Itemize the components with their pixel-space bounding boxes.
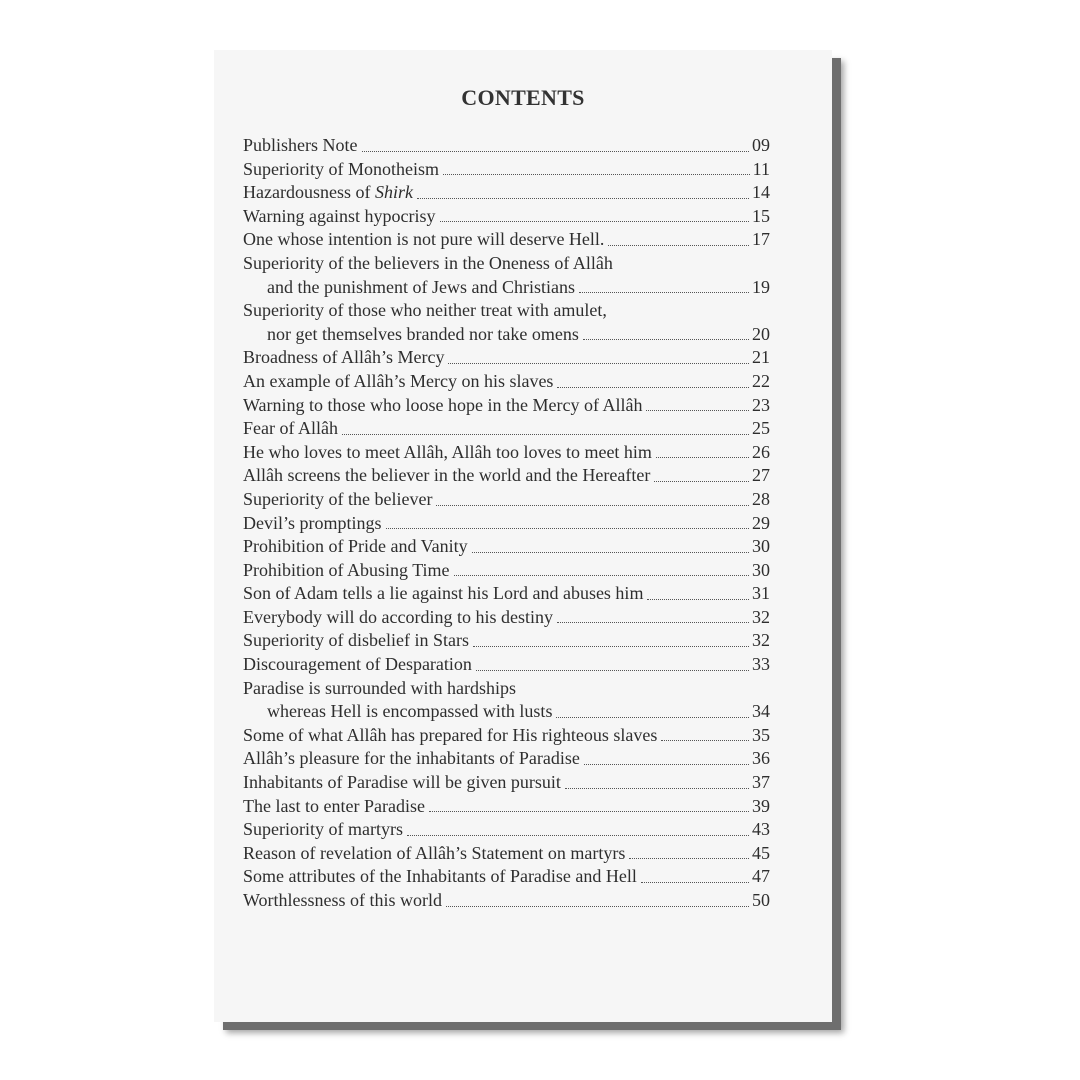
toc-entry-label: Superiority of disbelief in Stars [243,630,469,651]
toc-entry-label: Warning against hypocrisy [243,205,436,226]
dot-leader [629,858,749,859]
toc-entry-label: Some attributes of the Inhabitants of Paradise and Hell [243,866,637,887]
dot-leader [647,599,749,600]
toc-entry-label: He who loves to meet Allâh, Allâh too loves to meet him [243,441,652,462]
toc-entry-label-italic: Shirk [374,182,413,203]
toc-entry [243,582,770,606]
dot-leader [362,151,750,152]
toc-entry [243,134,770,158]
dot-leader [557,387,749,388]
dot-leader [417,198,749,199]
toc-entry [243,181,770,205]
toc-entry [243,394,770,418]
toc-entry [243,299,770,323]
toc-entry-label-cont: nor get themselves branded nor take omens [267,323,579,344]
dot-leader [454,575,749,576]
toc-entry-page: 36 [752,748,770,769]
toc-entry [243,724,770,748]
table-of-contents [243,134,770,913]
book-page [214,50,832,1022]
dot-leader [440,221,749,222]
toc-entry-continuation [243,323,770,347]
toc-entry-label: Everybody will do according to his destiny [243,606,553,627]
toc-entry-label: Prohibition of Pride and Vanity [243,536,468,557]
toc-entry-label: Superiority of martyrs [243,819,403,840]
dot-leader [429,811,749,812]
toc-entry [243,677,770,701]
dot-leader [476,670,749,671]
dot-leader [448,363,749,364]
toc-entry-page: 43 [752,819,770,840]
toc-entry [243,842,770,866]
toc-entry-label: Superiority of those who neither treat with amulet, [243,300,607,321]
dot-leader [446,906,749,907]
toc-entry-label: Allâh screens the believer in the world and the Hereafter [243,465,651,486]
page-title: CONTENTS [461,85,585,110]
dot-leader [584,764,749,765]
dot-leader [641,882,749,883]
dot-leader [565,788,749,789]
toc-entry-page: 35 [752,724,770,745]
dot-leader [472,552,749,553]
dot-leader [654,481,749,482]
toc-entry-page: 11 [752,158,770,179]
dot-leader [386,528,750,529]
toc-entry [243,346,770,370]
toc-entry-page: 19 [752,276,770,297]
toc-entry-page: 09 [752,135,770,155]
toc-entry-page: 28 [752,488,770,509]
toc-entry-page: 30 [752,536,770,557]
toc-entry-label: Warning to those who loose hope in the Mercy of Allâh [243,394,643,415]
toc-entry-label: One whose intention is not pure will deserve Hell. [243,229,605,250]
toc-entry-page: 26 [752,441,770,462]
dot-leader [443,174,750,175]
toc-entry-label: Paradise is surrounded with hardships [243,677,516,698]
toc-entry [243,417,770,441]
toc-entry [243,252,770,276]
dot-leader [407,835,749,836]
toc-entry-continuation [243,700,770,724]
toc-entry [243,795,770,819]
dot-leader [661,740,749,741]
toc-entry-label: Son of Adam tells a lie against his Lord and abuses him [243,583,644,604]
toc-entry [243,464,770,488]
dot-leader [557,622,749,623]
toc-entry-label-cont: whereas Hell is encompassed with lusts [267,701,553,722]
toc-entry-label: Superiority of the believer [243,488,433,509]
toc-entry-page: 47 [752,866,770,887]
toc-entry-label: The last to enter Paradise [243,795,425,816]
toc-entry-label: Publishers Note [243,135,358,155]
toc-entry [243,771,770,795]
toc-entry-page: 23 [752,394,770,415]
toc-entry-page: 45 [752,842,770,863]
toc-entry-label: Superiority of Monotheism [243,158,439,179]
toc-entry-page: 39 [752,795,770,816]
toc-entry-label: Inhabitants of Paradise will be given pursuit [243,772,561,793]
toc-entry-label-prefix: Hazardousness of [243,182,375,203]
dot-leader [608,245,749,246]
toc-entry-label: Fear of Allâh [243,418,338,439]
toc-entry-label: Some of what Allâh has prepared for His righteous slaves [243,724,658,745]
dot-leader [583,339,749,340]
toc-entry [243,889,770,913]
toc-entry-page: 32 [752,630,770,651]
toc-entry-page: 30 [752,559,770,580]
toc-entry-continuation [243,276,770,300]
toc-entry [243,488,770,512]
toc-entry [243,535,770,559]
toc-entry [243,818,770,842]
toc-entry-page: 33 [752,654,770,675]
toc-entry-label: Prohibition of Abusing Time [243,559,450,580]
toc-entry-page: 14 [752,182,770,203]
dot-leader [342,434,749,435]
toc-entry [243,158,770,182]
toc-entry-label-cont: and the punishment of Jews and Christians [267,276,575,297]
toc-entry-label: An example of Allâh’s Mercy on his slaves [243,370,554,391]
toc-entry [243,865,770,889]
dot-leader [656,457,749,458]
toc-entry [243,606,770,630]
dot-leader [646,410,749,411]
toc-entry-page: 15 [752,205,770,226]
toc-entry-label: Devil’s promptings [243,512,382,533]
toc-entry-page: 50 [752,890,770,910]
dot-leader [436,505,749,506]
toc-entry-label: Broadness of Allâh’s Mercy [243,347,445,368]
toc-entry-page: 25 [752,418,770,439]
toc-entry-label: Allâh’s pleasure for the inhabitants of Paradise [243,748,580,769]
toc-entry [243,512,770,536]
toc-entry [243,228,770,252]
toc-entry-page: 17 [752,229,770,250]
toc-entry [243,653,770,677]
toc-entry-page: 20 [752,323,770,344]
toc-entry-page: 31 [752,583,770,604]
toc-entry-label: Superiority of the believers in the Oneness of Allâh [243,252,613,273]
toc-entry [243,370,770,394]
dot-leader [556,717,749,718]
toc-entry [243,747,770,771]
toc-entry-label: Worthlessness of this world [243,890,443,910]
toc-entry [243,205,770,229]
toc-entry-label: Reason of revelation of Allâh’s Statement on martyrs [243,842,626,863]
toc-entry-page: 22 [752,370,770,391]
toc-entry-page: 32 [752,606,770,627]
dot-leader [579,292,749,293]
toc-entry-page: 27 [752,465,770,486]
toc-entry [243,629,770,653]
dot-leader [473,646,749,647]
toc-entry-page: 29 [752,512,770,533]
toc-entry [243,441,770,465]
toc-entry [243,559,770,583]
toc-entry-page: 34 [752,701,770,722]
toc-entry-label [243,181,413,205]
toc-entry-page: 21 [752,347,770,368]
toc-entry-page: 37 [752,772,770,793]
toc-entry-label: Discouragement of Desparation [243,654,472,675]
